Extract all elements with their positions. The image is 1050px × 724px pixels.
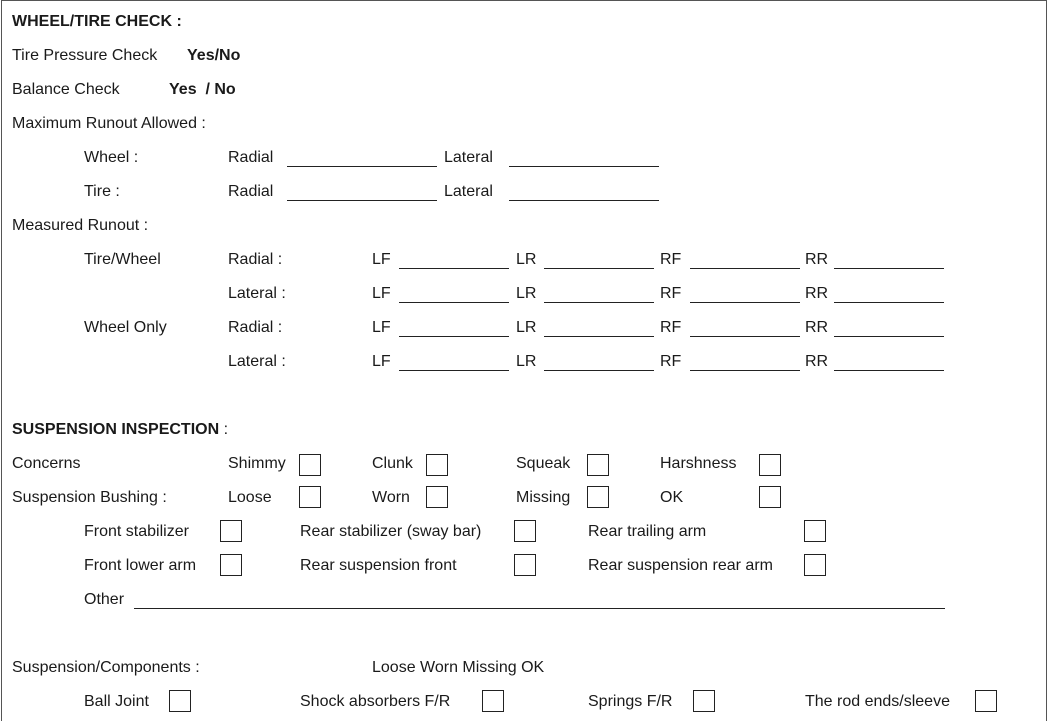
runout-blank[interactable] [834,336,944,337]
runout-blank[interactable] [834,302,944,303]
pos-lr-label: LR [516,285,537,302]
runout-blank[interactable] [399,336,509,337]
other-blank[interactable] [134,608,945,609]
tire-pressure-label: Tire Pressure Check [12,47,158,64]
ball-joint-checkbox[interactable] [169,690,191,712]
concern-harshness-checkbox[interactable] [759,454,781,476]
concern-clunk-label: Clunk [372,455,413,472]
suspension-heading: SUSPENSION INSPECTION [12,421,220,438]
rear-suspension-front-label: Rear suspension front [300,557,457,574]
pos-rf-label: RF [660,353,682,370]
tw-radial-label: Radial : [228,251,283,268]
wheel-label: Wheel : [84,149,139,166]
runout-blank[interactable] [399,268,509,269]
rear-suspension-rear-arm-label: Rear suspension rear arm [588,557,773,574]
front-stabilizer-label: Front stabilizer [84,523,189,540]
rear-stabilizer-label: Rear stabilizer (sway bar) [300,523,482,540]
pos-lf-label: LF [372,353,391,370]
ball-joint-label: Ball Joint [84,693,149,710]
runout-blank[interactable] [834,370,944,371]
pos-rr-label: RR [805,319,829,336]
bushing-missing-label: Missing [516,489,571,506]
runout-blank[interactable] [544,302,654,303]
wheel-only-label: Wheel Only [84,319,167,336]
pos-rr-label: RR [805,353,829,370]
concern-shimmy-checkbox[interactable] [299,454,321,476]
rear-suspension-rear-arm-checkbox[interactable] [804,554,826,576]
bushing-worn-checkbox[interactable] [426,486,448,508]
tire-radial-blank[interactable] [287,200,437,201]
bushing-missing-checkbox[interactable] [587,486,609,508]
runout-blank[interactable] [544,370,654,371]
pos-rr-label: RR [805,251,829,268]
rear-stabilizer-checkbox[interactable] [514,520,536,542]
balance-check-options[interactable]: Yes / No [169,81,236,98]
other-label: Other [84,591,125,608]
shock-absorbers-checkbox[interactable] [482,690,504,712]
pos-lr-label: LR [516,319,537,336]
pos-lf-label: LF [372,285,391,302]
concern-harshness-label: Harshness [660,455,737,472]
suspension-heading-wrap [12,420,228,440]
tire-lateral-blank[interactable] [509,200,659,201]
wheel-radial-blank[interactable] [287,166,437,167]
concern-shimmy-label: Shimmy [228,455,286,472]
pos-lf-label: LF [372,251,391,268]
bushing-loose-checkbox[interactable] [299,486,321,508]
concern-clunk-checkbox[interactable] [426,454,448,476]
runout-blank[interactable] [690,370,800,371]
concern-squeak-checkbox[interactable] [587,454,609,476]
wheel-radial-label: Radial [228,149,274,166]
springs-label: Springs F/R [588,693,673,710]
runout-blank[interactable] [544,268,654,269]
measured-runout-label: Measured Runout : [12,217,149,234]
pos-rr-label: RR [805,285,829,302]
springs-checkbox[interactable] [693,690,715,712]
front-stabilizer-checkbox[interactable] [220,520,242,542]
pos-rf-label: RF [660,319,682,336]
front-lower-arm-checkbox[interactable] [220,554,242,576]
rod-ends-label: The rod ends/sleeve [805,693,950,710]
runout-blank[interactable] [690,268,800,269]
runout-blank[interactable] [399,370,509,371]
pos-rf-label: RF [660,251,682,268]
max-runout-label: Maximum Runout Allowed : [12,115,206,132]
bushing-ok-label: OK [660,489,684,506]
components-legend: Loose Worn Missing OK [372,659,545,676]
concern-squeak-label: Squeak [516,455,571,472]
bushing-loose-label: Loose [228,489,272,506]
rod-ends-checkbox[interactable] [975,690,997,712]
runout-blank[interactable] [399,302,509,303]
runout-blank[interactable] [690,302,800,303]
tire-lateral-label: Lateral [444,183,493,200]
concerns-label: Concerns [12,455,81,472]
tire-label: Tire : [84,183,120,200]
runout-blank[interactable] [690,336,800,337]
rear-trailing-arm-checkbox[interactable] [804,520,826,542]
pos-lr-label: LR [516,353,537,370]
runout-blank[interactable] [834,268,944,269]
suspension-heading-colon: : [223,421,229,438]
shock-absorbers-label: Shock absorbers F/R [300,693,451,710]
wheel-lateral-blank[interactable] [509,166,659,167]
pos-lr-label: LR [516,251,537,268]
wo-lateral-label: Lateral : [228,353,286,370]
bushing-worn-label: Worn [372,489,410,506]
wheel-tire-heading: WHEEL/TIRE CHECK : [12,13,182,30]
bushing-ok-checkbox[interactable] [759,486,781,508]
tire-radial-label: Radial [228,183,274,200]
tire-wheel-label: Tire/Wheel [84,251,161,268]
front-lower-arm-label: Front lower arm [84,557,197,574]
wo-radial-label: Radial : [228,319,283,336]
pos-rf-label: RF [660,285,682,302]
pos-lf-label: LF [372,319,391,336]
runout-blank[interactable] [544,336,654,337]
bushing-label: Suspension Bushing : [12,489,167,506]
components-label: Suspension/Components : [12,659,200,676]
rear-suspension-front-checkbox[interactable] [514,554,536,576]
tw-lateral-label: Lateral : [228,285,286,302]
wheel-lateral-label: Lateral [444,149,493,166]
rear-trailing-arm-label: Rear trailing arm [588,523,707,540]
tire-pressure-options[interactable]: Yes/No [187,47,241,64]
balance-check-label: Balance Check [12,81,120,98]
